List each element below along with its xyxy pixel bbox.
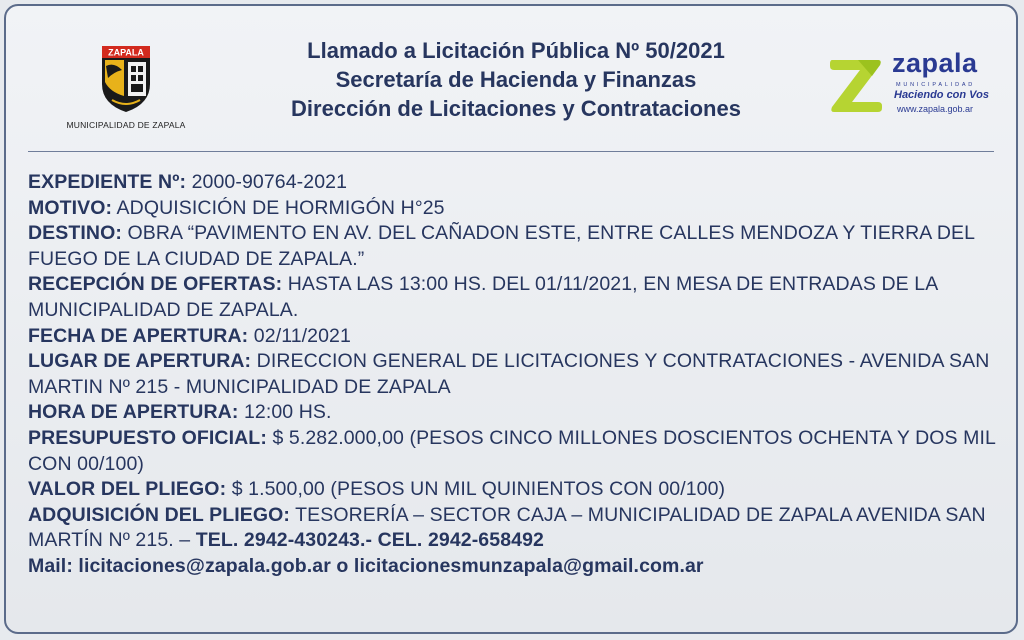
recepcion-row xyxy=(28,272,1003,323)
page-title: Llamado a Licitación Pública Nº 50/2021 xyxy=(307,38,725,63)
lugar-row xyxy=(28,349,1003,400)
presupuesto-value: $ 5.282.000,00 (PESOS CINCO MILLONES DOSCIENTOS OCHENTA Y DOS MIL CON 00/100) xyxy=(28,426,996,475)
svg-text:ZAPALA: ZAPALA xyxy=(108,47,144,58)
title-block xyxy=(206,36,826,123)
fecha-row xyxy=(28,324,1003,350)
mail-row xyxy=(28,554,1003,580)
coat-of-arms-icon xyxy=(100,44,152,114)
destino-value: OBRA “PAVIMENTO EN AV. DEL CAÑADON ESTE, ENTRE CALLES MENDOZA Y TIERRA DEL FUEGO DE LA CIUDAD DE ZAPALA.” xyxy=(28,222,975,270)
notice-card xyxy=(4,4,1018,634)
header-divider xyxy=(28,151,994,152)
motivo-row xyxy=(28,196,1003,222)
hora-value: 12:00 HS. xyxy=(238,401,332,424)
direction-title: Dirección de Licitaciones y Contrataciones xyxy=(291,96,741,121)
presupuesto-label: PRESUPUESTO OFICIAL: xyxy=(28,426,267,449)
adquisicion-value: TESORERÍA – SECTOR CAJA – MUNICIPALIDAD DE ZAPALA AVENIDA SAN MARTÍN Nº 215. – xyxy=(28,503,986,552)
municipality-logo xyxy=(61,44,191,130)
adquisicion-label: ADQUISICIÓN DEL PLIEGO: xyxy=(28,503,290,526)
destino-label: DESTINO: xyxy=(28,222,122,245)
recepcion-label: RECEPCIÓN DE OFERTAS: xyxy=(28,273,283,296)
destino-row xyxy=(28,221,1003,272)
fecha-label: FECHA DE APERTURA: xyxy=(28,324,249,347)
zapala-brand-logo xyxy=(828,48,998,124)
lugar-label: LUGAR DE APERTURA: xyxy=(28,350,252,373)
adquisicion-row xyxy=(28,503,1003,554)
recepcion-value: HASTA LAS 13:00 HS. DEL 01/11/2021, EN MESA DE ENTRADAS DE LA MUNICIPALIDAD DE ZAPALA. xyxy=(28,273,938,321)
fecha-value: 02/11/2021 xyxy=(248,324,351,347)
hora-label: HORA DE APERTURA: xyxy=(28,401,239,424)
header xyxy=(6,6,1016,151)
expediente-row xyxy=(28,170,1003,196)
motivo-label: MOTIVO: xyxy=(28,196,113,219)
website-url: www.zapala.gob.ar xyxy=(897,104,974,114)
secretariat-title: Secretaría de Hacienda y Finanzas xyxy=(335,67,697,92)
presupuesto-row xyxy=(28,426,1003,477)
valor-value: $ 1.500,00 (PESOS UN MIL QUINIENTOS CON 00/100) xyxy=(226,478,726,501)
lugar-value: DIRECCION GENERAL DE LICITACIONES Y CONTRATACIONES - AVENIDA SAN MARTIN Nº 215 - MUNICIPALIDAD DE ZAPALA xyxy=(28,350,990,398)
valor-row xyxy=(28,477,1003,503)
municipality-caption: MUNICIPALIDAD DE ZAPALA xyxy=(66,120,186,130)
z-logo-icon xyxy=(828,56,884,114)
contact-phones: TEL. 2942-430243.- CEL. 2942-658492 xyxy=(195,529,544,552)
zapala-wordmark: zapala xyxy=(892,48,978,78)
tagline: Haciendo con Vos xyxy=(894,89,989,101)
motivo-value: ADQUISICIÓN DE HORMIGÓN H°25 xyxy=(112,196,445,219)
municipalidad-label: MUNICIPALIDAD xyxy=(896,82,976,88)
mail-contacts: Mail: licitaciones@zapala.gob.ar o licitacionesmunzapala@gmail.com.ar xyxy=(28,554,704,577)
hora-row xyxy=(28,400,1003,426)
expediente-value: 2000-90764-2021 xyxy=(186,171,348,193)
valor-label: VALOR DEL PLIEGO: xyxy=(28,478,227,501)
notice-body xyxy=(28,170,1003,580)
expediente-label: EXPEDIENTE Nº: xyxy=(28,171,187,193)
